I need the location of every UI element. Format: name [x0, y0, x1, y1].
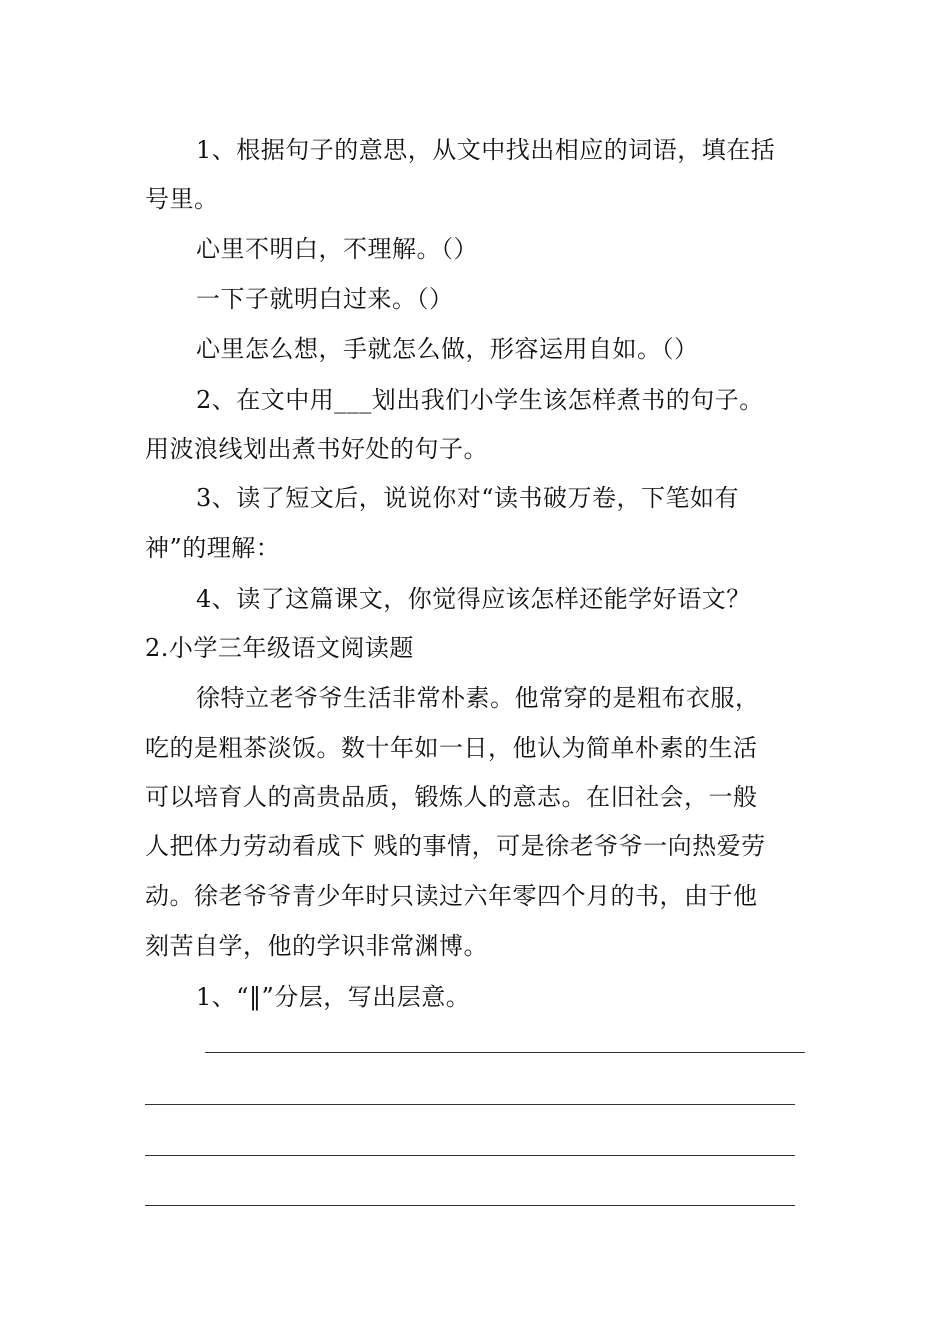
passage-line-3: 可以培育人的高贵品质，锻炼人的意志。在旧社会，一般: [145, 783, 758, 811]
answer-line-2[interactable]: [145, 1104, 795, 1105]
passage-line-6: 刻苦自学，他的学识非常渊博。: [145, 932, 488, 960]
part2-question-1: 1、“‖”分层，写出层意。: [196, 983, 471, 1011]
answer-line-1[interactable]: [205, 1052, 805, 1053]
passage-line-4: 人把体力劳动看成下 贱的事情，可是徐老爷爷一向热爱劳: [145, 832, 766, 860]
question-3-line-1: 3、读了短文后，说说你对“读书破万卷，下笔如有: [196, 484, 740, 512]
question-1-item-b: 一下子就明白过来。（）: [196, 285, 454, 313]
question-4-line-1: 4、读了这篇课文，你觉得应该怎样还能学好语文？: [196, 585, 751, 613]
answer-line-3[interactable]: [145, 1155, 795, 1156]
passage-line-5: 动。徐老爷爷青少年时只读过六年零四个月的书，由于他: [145, 882, 758, 910]
question-1-item-c: 心里怎么想，手就怎么做，形容运用自如。（）: [196, 335, 699, 363]
question-2-line-1: 2、在文中用___划出我们小学生该怎样煮书的句子。: [196, 386, 764, 414]
question-3-line-2: 神”的理解：: [145, 534, 281, 562]
passage-line-1: 徐特立老爷爷生活非常朴素。他常穿的是粗布衣服，: [196, 684, 760, 712]
section-heading: 2.小学三年级语文阅读题: [145, 634, 414, 662]
question-2-line-2: 用波浪线划出煮书好处的句子。: [145, 435, 488, 463]
question-1-item-a: 心里不明白，不理解。（）: [196, 235, 478, 263]
question-1-line-1: 1、根据句子的意思，从文中找出相应的词语，填在括: [196, 136, 776, 164]
passage-line-2: 吃的是粗茶淡饭。数十年如一日，他认为简单朴素的生活: [145, 734, 758, 762]
question-1-line-2: 号里。: [145, 185, 219, 213]
answer-line-4[interactable]: [145, 1205, 795, 1206]
